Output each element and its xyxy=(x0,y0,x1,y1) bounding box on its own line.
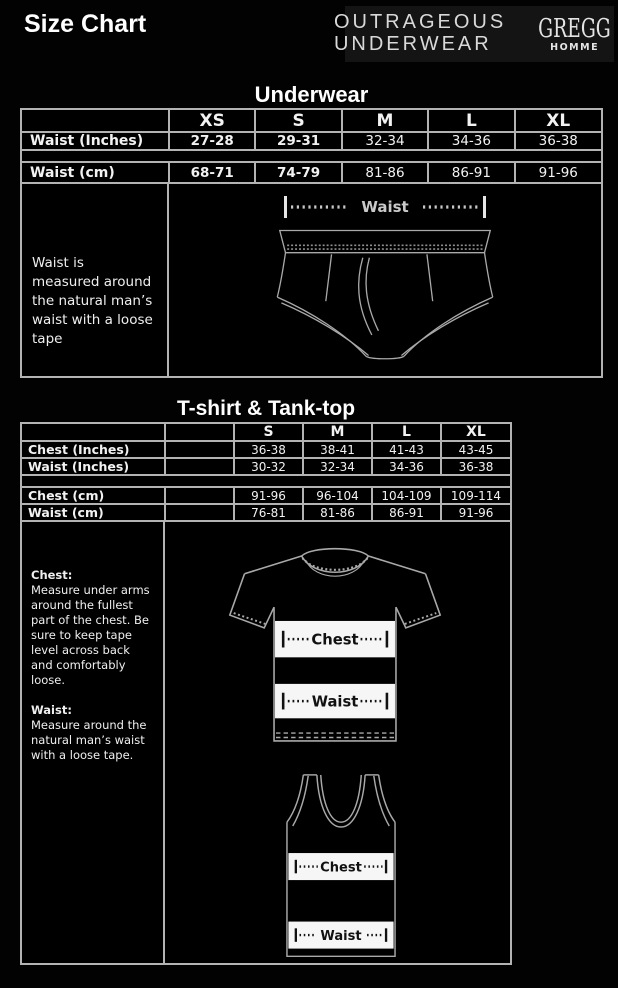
underwear-measure-note: Waist is measured around the natural man’s waist with a loose tape xyxy=(22,184,169,376)
value-cell: 43-45 xyxy=(441,441,510,458)
tshirt-drawing xyxy=(217,544,453,751)
waist-cm-row xyxy=(22,504,510,520)
tshirt-section xyxy=(20,422,512,965)
value-cell: 109-114 xyxy=(441,487,510,504)
value-cell: 32-34 xyxy=(342,132,428,150)
row-label: Chest (Inches) xyxy=(22,441,165,458)
value-cell: 36-38 xyxy=(441,458,510,475)
row-label: Waist (cm) xyxy=(22,504,165,520)
page-title: Size Chart xyxy=(24,10,147,38)
underwear-header-row xyxy=(22,110,601,132)
svg-text:Waist: Waist xyxy=(311,693,359,711)
underwear-section xyxy=(20,108,603,378)
empty-cell xyxy=(165,504,234,520)
brief-drawing xyxy=(274,226,496,360)
empty-cell xyxy=(165,424,234,441)
row-label: Waist (Inches) xyxy=(22,458,165,475)
row-label: Waist (cm) xyxy=(22,162,169,182)
value-cell: 81-86 xyxy=(303,504,372,520)
waist-cm-row xyxy=(22,162,601,182)
tshirt-measure-note xyxy=(22,522,165,963)
waist-inches-row xyxy=(22,132,601,150)
value-cell: 27-28 xyxy=(169,132,255,150)
svg-text:Chest: Chest xyxy=(311,631,359,649)
row-label: Waist (Inches) xyxy=(22,132,169,150)
spacer-row xyxy=(22,150,601,162)
value-cell: 91-96 xyxy=(441,504,510,520)
brand-logo xyxy=(333,6,614,62)
size-header: XS xyxy=(169,110,255,132)
chest-cm-row xyxy=(22,487,510,504)
brand-line1: OUTRAGEOUS xyxy=(333,11,507,34)
underwear-section-title: Underwear xyxy=(254,82,369,107)
value-cell: 104-109 xyxy=(372,487,441,504)
value-cell: 81-86 xyxy=(342,162,428,182)
tshirt-diagram-area xyxy=(22,520,510,963)
underwear-table xyxy=(22,110,601,182)
underwear-diagram-area xyxy=(22,182,601,376)
value-cell: 96-104 xyxy=(303,487,372,504)
size-header: M xyxy=(342,110,428,132)
svg-text:Waist: Waist xyxy=(361,198,409,216)
empty-cell xyxy=(165,441,234,458)
row-label: Chest (cm) xyxy=(22,487,165,504)
value-cell: 91-96 xyxy=(515,162,601,182)
tshirt-art-cell xyxy=(165,522,510,963)
value-cell: 91-96 xyxy=(234,487,303,504)
value-cell: 36-38 xyxy=(515,132,601,150)
tshirt-table xyxy=(22,424,510,520)
value-cell: 68-71 xyxy=(169,162,255,182)
waist-note-text: Measure around the natural man’s waist with a loose tape. xyxy=(31,718,147,762)
chest-note-heading: Chest: xyxy=(31,568,73,582)
empty-cell xyxy=(165,487,234,504)
value-cell: 36-38 xyxy=(234,441,303,458)
value-cell: 29-31 xyxy=(255,132,341,150)
value-cell: 38-41 xyxy=(303,441,372,458)
value-cell: 34-36 xyxy=(372,458,441,475)
size-header: M xyxy=(303,424,372,441)
corner-cell xyxy=(22,424,165,441)
tshirt-header-row xyxy=(22,424,510,441)
size-header: XL xyxy=(441,424,510,441)
gregg-logo xyxy=(524,13,618,53)
waist-inches-row xyxy=(22,458,510,475)
waist-note-heading: Waist: xyxy=(31,703,72,717)
size-header: L xyxy=(428,110,514,132)
empty-cell xyxy=(165,458,234,475)
spacer-row xyxy=(22,475,510,487)
value-cell: 30-32 xyxy=(234,458,303,475)
gregg-logo-text: GREGG xyxy=(538,13,611,44)
corner-cell xyxy=(22,110,169,132)
value-cell: 76-81 xyxy=(234,504,303,520)
value-cell: 86-91 xyxy=(372,504,441,520)
size-header: S xyxy=(255,110,341,132)
size-header: S xyxy=(234,424,303,441)
brand-line2: UNDERWEAR xyxy=(333,33,492,55)
tshirt-section-title: T-shirt & Tank-top xyxy=(176,397,356,420)
svg-text:Waist: Waist xyxy=(320,928,362,944)
gregg-logo-sub: HOMME xyxy=(550,41,600,53)
svg-text:Chest: Chest xyxy=(320,860,362,876)
waist-measure-indicator xyxy=(283,194,487,220)
size-header: L xyxy=(372,424,441,441)
value-cell: 34-36 xyxy=(428,132,514,150)
value-cell: 86-91 xyxy=(428,162,514,182)
tanktop-drawing xyxy=(285,772,397,965)
value-cell: 41-43 xyxy=(372,441,441,458)
value-cell: 74-79 xyxy=(255,162,341,182)
chest-inches-row xyxy=(22,441,510,458)
value-cell: 32-34 xyxy=(303,458,372,475)
size-header: XL xyxy=(515,110,601,132)
chest-note-text: Measure under arms around the fullest part of the chest. Be sure to keep tape level across back and comfortably loose. xyxy=(31,583,150,687)
underwear-art-cell xyxy=(169,184,601,376)
brand-wordmark xyxy=(334,12,506,55)
